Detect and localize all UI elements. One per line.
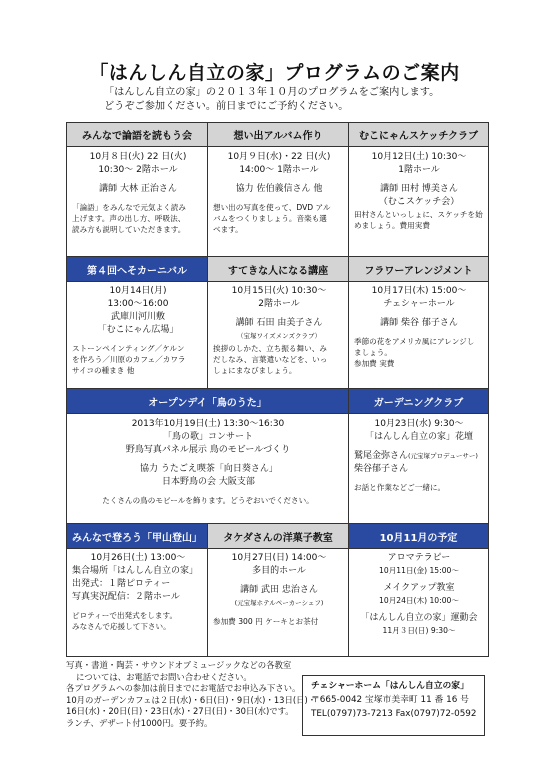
program-desc: サイコの種まき 他	[72, 366, 135, 375]
program-header: ガーデニングクラブ	[349, 389, 488, 413]
program-time: 2階ホール	[258, 299, 300, 309]
program-cell	[354, 418, 484, 493]
program-cell	[354, 151, 484, 231]
program-date: 10月27日(日) 14:00～	[231, 553, 327, 563]
program-desc: 読み方も説明していただきます。	[72, 225, 186, 234]
program-header: みんなで論語を読もう会	[67, 123, 207, 146]
program-cell	[213, 151, 345, 235]
program-date: 10月23日(水) 9:30～	[374, 419, 464, 429]
program-date: 10月９日(水)・22 日(火)	[227, 152, 331, 162]
program-lecturer-org: （宝塚ワイズメンズクラブ）	[236, 332, 322, 340]
program-photo: 写真実況配信：２階ホール	[72, 592, 180, 602]
event-date: 11月３日(日) 9:30～	[382, 626, 456, 635]
program-coop: 日本野鳥の会 大阪支部	[162, 477, 255, 487]
program-line: 「鳥の歌」コンサート	[162, 432, 253, 442]
org-address: 〒665-0042 宝塚市美幸町 11 番 16 号	[311, 695, 469, 705]
program-lecturer: 講師 武田 忠治さん	[240, 585, 318, 595]
program-header: オープンデイ「鳥のうた」	[67, 389, 348, 413]
program-lecturer: 講師 柴谷 郁子さん	[380, 318, 458, 328]
footer-note: については、お電話でお問い合わせください。	[76, 671, 252, 682]
program-header: すてきな人になる講座	[208, 257, 348, 281]
program-cell	[72, 151, 204, 235]
program-desc: 挨拶のしかた、立ち振る舞い、み	[213, 344, 327, 353]
footer-note: ランチ、デザート付1000円。要予約。	[66, 717, 213, 728]
program-cell	[72, 552, 204, 632]
program-date: 10月12日(土) 10:30～	[371, 152, 467, 162]
program-coop: 協力 うたごえ喫茶「向日葵さん」	[140, 464, 278, 474]
program-cell	[213, 285, 345, 376]
program-time: 14:00～ 1階ホール	[239, 165, 319, 175]
program-date: 10月26日(土) 13:00～	[90, 553, 186, 563]
program-lecturer: 講師 大林 正治さん	[99, 184, 177, 194]
program-desc: 季節の花をアメリカ風にアレンジし	[354, 337, 475, 346]
program-header: タケダさんの洋菓子教室	[208, 524, 348, 548]
program-cell	[72, 285, 204, 376]
program-cell	[354, 552, 484, 636]
program-desc: みなさんで応援して下さい。	[72, 622, 171, 631]
program-time: チェシャーホール	[383, 299, 455, 309]
program-lecturer: 協力 佐伯義信さん 他	[235, 184, 323, 194]
program-desc: しょにまなびましょう。	[213, 366, 297, 375]
program-date: 10月14日(月)	[109, 286, 167, 296]
program-date: 10月17日(木) 15:00～	[371, 286, 467, 296]
program-time: 10:30～ 2階ホール	[98, 165, 178, 175]
program-desc: を作ろう／川原のカフェ／カワラ	[72, 355, 186, 364]
program-desc: 田村さんといっしょに、スケッチを始	[354, 210, 483, 219]
program-date: 10月15日(火) 10:30～	[231, 286, 327, 296]
program-lecturer: 講師 石田 由美子さん	[235, 318, 323, 328]
program-desc: ましょう。	[354, 348, 392, 357]
program-fee: 参加費 実費	[354, 359, 395, 368]
program-desc: ストーンペインティング／ケルン	[72, 344, 185, 353]
program-cell	[72, 418, 344, 506]
program-desc: お話と作業などご一緒に。	[354, 483, 446, 492]
program-desc: バムをつくりましょう。音楽も選	[213, 214, 327, 223]
program-header: フラワーアレンジメント	[349, 257, 488, 281]
program-desc: 上げます。声の出し方、呼吸法、	[72, 214, 186, 223]
program-lecturer: 講師 田村 博美さん	[380, 184, 458, 194]
program-place: 「むこにゃん広場」	[97, 325, 179, 335]
program-header: 第４回へそカーニバル	[67, 257, 207, 281]
page-title: 「はんしん自立の家」プログラムのご案内	[89, 62, 460, 84]
program-desc: べます。	[213, 225, 243, 234]
program-date: 10月８日(火) 22 日(火)	[89, 152, 187, 162]
program-desc: 「論語」をみんなで元気よく読み	[72, 203, 186, 212]
program-lecturer-org: (元宝塚プロデューサー)	[408, 452, 478, 460]
program-header: みんなで登ろう「甲山登山」	[67, 524, 207, 548]
program-cell	[213, 552, 345, 627]
event-name: アロマテラピー	[387, 553, 451, 563]
program-time: 13:00～16:00	[107, 299, 169, 309]
program-time: 1階ホール	[398, 165, 440, 175]
program-header: 想い出アルバム作り	[208, 123, 348, 146]
program-lecturer: 柴谷郁子さん	[354, 464, 409, 474]
intro-line: 「はんしん自立の家」の２０１３年１０月のプログラムをご案内します。	[104, 87, 440, 98]
program-time: 「はんしん自立の家」花壇	[364, 432, 473, 442]
program-time: 多目的ホール	[252, 566, 306, 576]
program-meet: 集合場所「はんしん自立の家」	[72, 566, 199, 576]
program-header: 10月11月の予定	[349, 524, 488, 548]
footer-note: 16日(水)・20日(日)・23日(水)・27日(日)・30日(水)です。	[66, 706, 294, 717]
program-desc: ピロティーで出発式をします。	[72, 611, 178, 620]
event-name: 「はんしん自立の家」運動会	[360, 613, 478, 623]
program-date: 2013年10月19日(土) 13:30～16:30	[131, 419, 285, 429]
footer-note: 写真・書道・陶芸・サウンドオブミュージックなどの各教室	[66, 660, 292, 670]
program-cell	[354, 285, 484, 369]
intro-line: どうぞご参加ください。前日までにご予約ください。	[104, 101, 349, 112]
program-grid	[66, 122, 489, 657]
footer-note: 10月のガーデンカフェは２日(水)・6日(日)・9日(水)・13日(日)・	[66, 694, 317, 705]
footer-note: 各プログラムへの参加は前日までにお電話でお申込み下さい。	[66, 683, 301, 694]
org-phone: TEL(0797)73-7213 Fax(0797)72-0592	[311, 709, 477, 719]
program-lecturer-org: （むこスケッチ会）	[378, 197, 460, 207]
program-depart: 出発式：１階ピロティー	[72, 579, 171, 589]
program-desc: めましょう。費用実費	[354, 221, 430, 230]
program-desc: たくさんの鳥のモビールを飾ります。どうぞおいでください。	[102, 496, 314, 505]
program-line: 野鳥写真パネル展示 鳥のモビールづくり	[125, 445, 291, 455]
footer-notes	[66, 660, 316, 730]
intro-text	[104, 86, 439, 114]
program-header: むこにゃんスケッチクラブ	[349, 123, 488, 146]
program-place: 武庫川河川敷	[110, 312, 165, 322]
event-date: 10月11日(金) 15:00～	[379, 566, 459, 575]
program-lecturer-org: (元宝塚ホテルペーカーシェフ)	[234, 599, 324, 607]
program-lecturer-name: 鷲尾金弥さん	[354, 451, 409, 461]
program-lecturer	[354, 450, 484, 463]
event-date: 10月24日(木) 10:00～	[379, 596, 459, 605]
program-fee: 参加費 300 円 ケーキとお茶付	[213, 617, 319, 626]
event-name: メイクアップ教室	[383, 583, 455, 593]
org-name: チェシャーホーム「はんしん自立の家」	[311, 681, 469, 691]
contact-box	[302, 675, 485, 736]
program-desc: 想い出の写真を使って、DVD アル	[213, 203, 331, 212]
program-desc: だしなみ、言葉遣いなどを、いっ	[213, 355, 328, 364]
